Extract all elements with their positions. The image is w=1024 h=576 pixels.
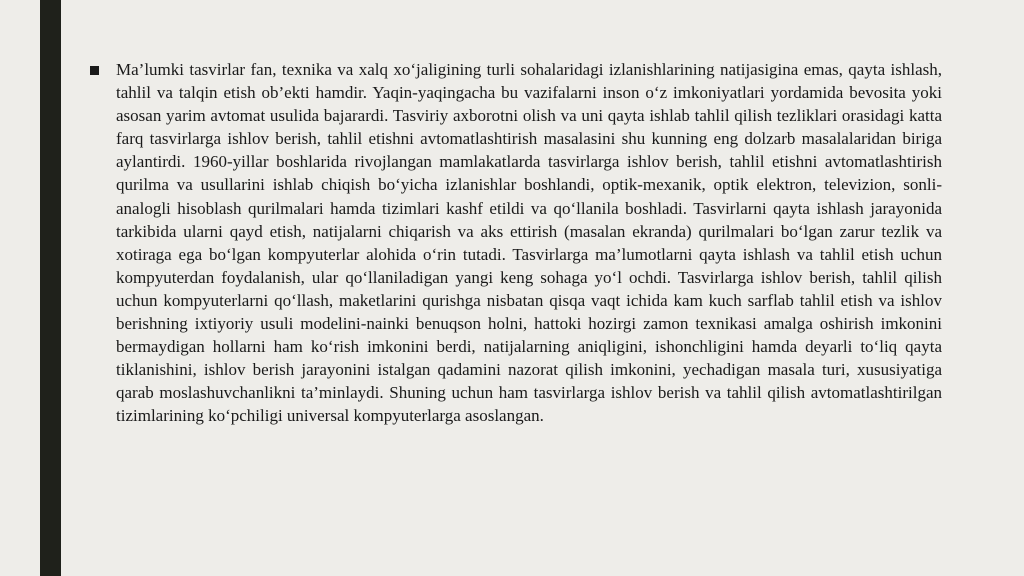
- slide-content: [90, 58, 942, 428]
- bullet-paragraph: Ma’lumki tasvirlar fan, texnika va xalq xo‘jaligining turli sohalaridagi izlanishlarining natijasigina emas, qayta ishlash, tahlil va talqin etish ob’ekti hamdir. Yaqin-yaqingacha bu vazifalarni inson o‘z imkoniyatlari yordamida bevosita yoki asosan yarim avtomat usulida bajarardi. Tasviriy axborotni olish va uni qayta ishlab tahlil qilish tezliklari orasidagi katta farq tasvirlarga ishlov berish, tahlil etishni avtomatlashtirish masalasini shu kunning eng dolzarb masalalaridan biriga aylantirdi. 1960-yillar boshlarida rivojlangan mamlakatlarda tasvirlarga ishlov berish, tahlil etishni avtomatlashtirish qurilma va usullarini ishlab chiqish bo‘yicha izlanishlar boshlandi, optik-mexanik, optik elektron, televizion, sonli-analogli hisoblash qurilmalari hamda tizimlari kashf etildi va qo‘llanila boshladi. Tasvirlarni qayta ishlash jarayonida tarkibida ularni qayd etish, natijalarni chiqarish va aks ettirish (masalan ekranda) qurilmalari bo‘lgan zarur tezlik va xotiraga ega bo‘lgan kompyuterlar alohida o‘rin tutadi. Tasvirlarga ma’lumotlarni qayta ishlash va tahlil etish uchun kompyuterdan foydalanish, ular qo‘llaniladigan yangi keng sohaga yo‘l ochdi. Tasvirlarga ishlov berish, tahlil qilish uchun kompyuterlarni qo‘llash, maketlarini qurishga nisbatan qisqa vaqt ichida kam kuch sarflab tahlil etish va ishlov berishning ixtiyoriy usuli modelini-nainki benuqson holni, hattoki hozirgi zamon texnikasi amalga oshirish imkonini bermaydigan hollarni ham ko‘rish imkonini berdi, natijalarning aniqligini, ishonchligini hamda deyarli to‘liq qayta tiklanishini, ishlov berish jarayonini istalgan qadamini nazorat qilish imkonini, yechadigan masala turi, xususiyatiga qarab moslashuvchanlikni ta’minlaydi. Shuning uchun ham tasvirlarga ishlov berish va tahlil qilish avtomatlashtirilgan tizimlarining ko‘pchiligi universal kompyuterlarga asoslangan.: [116, 60, 942, 426]
- square-bullet-icon: [90, 66, 99, 75]
- accent-bar: [40, 0, 61, 576]
- bullet-item: [90, 58, 942, 428]
